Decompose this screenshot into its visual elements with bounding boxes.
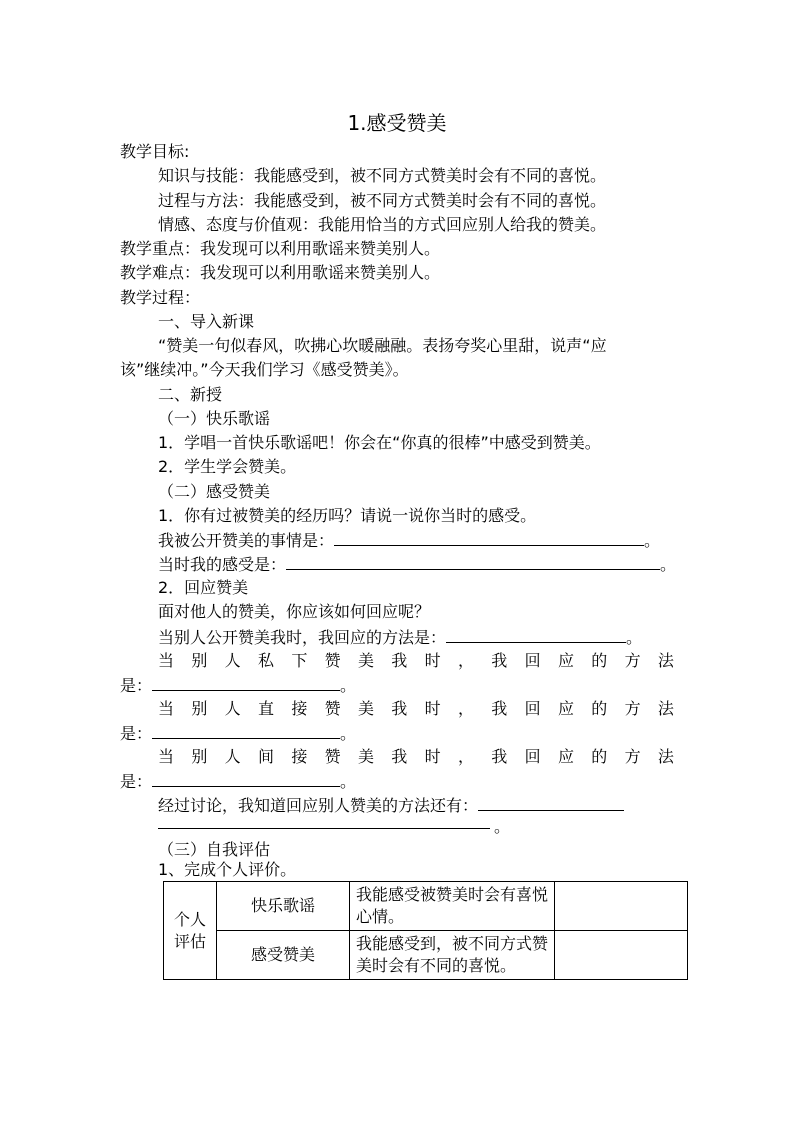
method-char: 我 <box>491 699 508 718</box>
section-intro: 一、导入新课 <box>158 312 255 331</box>
method-char: 直 <box>257 699 274 718</box>
method-char: 别 <box>191 747 208 766</box>
desc-cell: 我能感受被赞美时会有喜悦心情。 <box>350 882 555 931</box>
page-title: 1.感受赞美 <box>347 111 447 135</box>
score-cell[interactable] <box>555 931 688 980</box>
desc-cell: 我能感受到，被不同方式赞美时会有不同的喜悦。 <box>350 931 555 980</box>
indirect-method-answer <box>120 769 356 794</box>
method-char: 法 <box>657 651 674 670</box>
method-char: 应 <box>557 651 574 670</box>
method-char: 我 <box>391 747 408 766</box>
method-char: 美 <box>357 747 374 766</box>
method-char: 应 <box>557 747 574 766</box>
period: 。 <box>340 772 357 791</box>
method-char: 当 <box>158 747 175 766</box>
goal-heading: 教学目标: <box>120 142 190 161</box>
method-char: 私 <box>257 651 274 670</box>
feeling-blank[interactable] <box>286 552 660 570</box>
evaluation-table <box>163 881 688 980</box>
item-cell: 感受赞美 <box>217 931 350 980</box>
direct-method-answer <box>120 721 356 746</box>
method-char: 的 <box>591 747 608 766</box>
method-char: 应 <box>557 699 574 718</box>
method-char: 赞 <box>324 699 341 718</box>
method-char: 回 <box>524 747 541 766</box>
subsection-song: （一）快乐歌谣 <box>158 409 271 428</box>
period: 。 <box>626 628 643 647</box>
private-method-blank[interactable] <box>152 673 340 691</box>
intro-text-2: 该”继续冲。”今天我们学习《感受赞美》。 <box>120 360 409 379</box>
indirect-method-blank[interactable] <box>152 769 340 787</box>
method-char: 我 <box>491 651 508 670</box>
goal-knowledge: 知识与技能：我能感受到，被不同方式赞美时会有不同的喜悦。 <box>158 166 607 185</box>
method-char: 我 <box>391 699 408 718</box>
discussion-blank[interactable] <box>478 793 624 811</box>
method-char: 人 <box>224 699 241 718</box>
method-char: 美 <box>357 651 374 670</box>
is-prefix: 是： <box>120 676 153 695</box>
method-char: 时 <box>424 699 441 718</box>
row-header-cell: 个人评估 <box>164 882 217 980</box>
table-row <box>164 931 688 980</box>
item-cell: 快乐歌谣 <box>217 882 350 931</box>
praised-event-line <box>158 528 660 553</box>
goal-emotion: 情感、态度与价值观：我能用恰当的方式回应别人给我的赞美。 <box>158 215 607 234</box>
method-char: 接 <box>291 747 308 766</box>
discussion-line <box>158 793 624 818</box>
method-char: ， <box>457 747 474 766</box>
method-char: 人 <box>224 747 241 766</box>
method-char: 间 <box>257 747 274 766</box>
method-char: 我 <box>391 651 408 670</box>
period: 。 <box>644 531 661 550</box>
method-char: 法 <box>657 747 674 766</box>
feeling-line <box>158 552 676 577</box>
respond-item-2: 2．回应赞美 <box>158 578 249 597</box>
private-method-answer <box>120 673 356 698</box>
self-eval-item-1: 1、完成个人评价。 <box>158 860 297 879</box>
section-new: 二、新授 <box>158 385 223 404</box>
method-char: 别 <box>191 699 208 718</box>
praised-event-label: 我被公开赞美的事情是： <box>158 531 335 550</box>
intro-text-1: “赞美一句似春风，吹拂心坎暖融融。表扬夸奖心里甜，说声“应 <box>158 336 607 355</box>
period: 。 <box>494 817 511 836</box>
method-char: 别 <box>191 651 208 670</box>
method-char: 方 <box>624 699 641 718</box>
is-prefix: 是： <box>120 724 153 743</box>
period: 。 <box>340 676 357 695</box>
method-char: 时 <box>424 747 441 766</box>
method-char: 回 <box>524 699 541 718</box>
subsection-feel: （二）感受赞美 <box>158 482 271 501</box>
discussion-blank-2[interactable] <box>158 828 490 829</box>
method-char: 当 <box>158 651 175 670</box>
public-method-line <box>158 625 642 650</box>
method-char: 法 <box>657 699 674 718</box>
feeling-label: 当时我的感受是： <box>158 555 287 574</box>
process-heading: 教学过程： <box>120 288 201 307</box>
discussion-label: 经过讨论，我知道回应别人赞美的方法还有： <box>158 796 479 815</box>
period: 。 <box>340 724 357 743</box>
method-char: 赞 <box>324 747 341 766</box>
method-char: 接 <box>291 699 308 718</box>
direct-method-blank[interactable] <box>152 721 340 739</box>
method-char: 下 <box>291 651 308 670</box>
method-char: ， <box>457 651 474 670</box>
method-char: 时 <box>424 651 441 670</box>
method-char: 回 <box>524 651 541 670</box>
method-char: 我 <box>491 747 508 766</box>
method-char: 人 <box>224 651 241 670</box>
method-char: 美 <box>357 699 374 718</box>
goal-process: 过程与方法：我能感受到，被不同方式赞美时会有不同的喜悦。 <box>158 191 607 210</box>
feel-item-1: 1．你有过被赞美的经历吗？请说一说你当时的感受。 <box>158 506 537 525</box>
song-item-1: 1．学唱一首快乐歌谣吧！你会在“你真的很棒”中感受到赞美。 <box>158 433 601 452</box>
method-char: 的 <box>591 651 608 670</box>
direct-method-line <box>158 697 674 721</box>
key-point: 教学重点：我发现可以利用歌谣来赞美别人。 <box>120 239 441 258</box>
method-char: 方 <box>624 747 641 766</box>
praised-event-blank[interactable] <box>334 528 644 546</box>
public-method-label: 当别人公开赞美我时，我回应的方法是： <box>158 628 447 647</box>
respond-question: 面对他人的赞美，你应该如何回应呢？ <box>158 602 431 621</box>
table-row <box>164 882 688 931</box>
method-char: 方 <box>624 651 641 670</box>
method-char: 赞 <box>324 651 341 670</box>
song-item-2: 2．学生学会赞美。 <box>158 457 297 476</box>
method-char: 的 <box>591 699 608 718</box>
method-char: 当 <box>158 699 175 718</box>
indirect-method-line <box>158 745 674 769</box>
subsection-self-eval: （三）自我评估 <box>158 840 271 859</box>
period: 。 <box>660 555 677 574</box>
difficult-point: 教学难点：我发现可以利用歌谣来赞美别人。 <box>120 263 441 282</box>
private-method-line <box>158 649 674 673</box>
score-cell[interactable] <box>555 882 688 931</box>
method-char: ， <box>457 699 474 718</box>
is-prefix: 是： <box>120 772 153 791</box>
public-method-blank[interactable] <box>446 625 626 643</box>
